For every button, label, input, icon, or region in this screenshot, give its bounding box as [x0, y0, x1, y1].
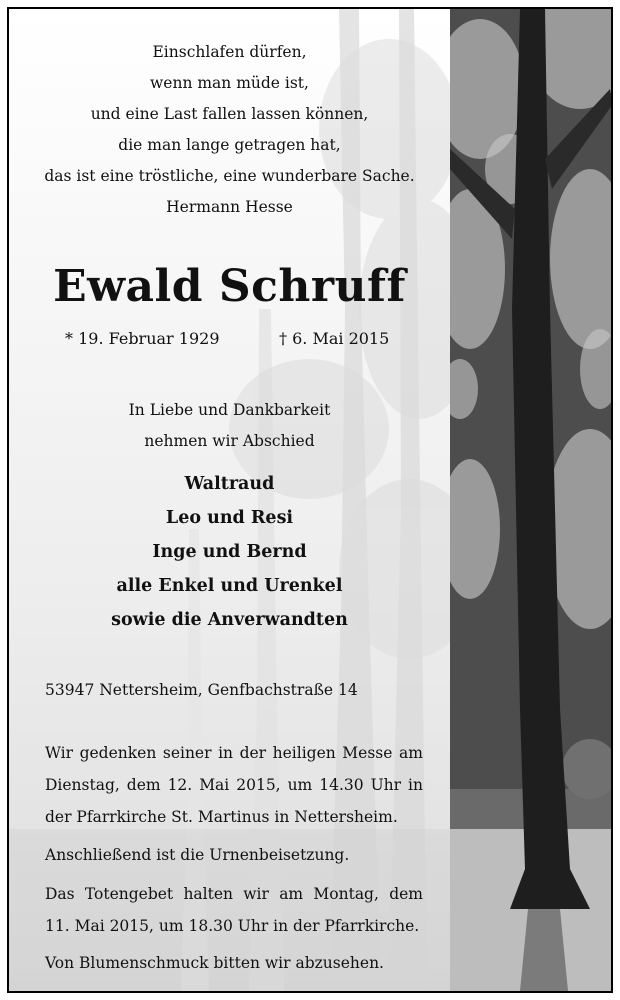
poem-line: das ist eine tröstliche, eine wunderbare Sache.	[44, 167, 415, 185]
deceased-name: Ewald Schruff	[53, 261, 406, 312]
life-dates	[65, 329, 405, 348]
prayer-line-2: 11. Mai 2015, um 18.30 Uhr in der Pfarrkirche.	[45, 917, 420, 935]
tree-photo	[450, 9, 613, 991]
farewell-line: In Liebe und Dankbarkeit	[128, 401, 331, 419]
mourner: sowie die Anverwandten	[111, 610, 348, 630]
poem-line: die man lange getragen hat,	[118, 136, 341, 154]
prayer-line-1: Das Totengebet halten wir am Montag, dem	[45, 885, 423, 903]
obituary-frame	[7, 7, 613, 993]
poem	[9, 37, 450, 223]
mourning-address: 53947 Nettersheim, Genfbachstraße 14	[45, 681, 358, 699]
prayer-notice	[45, 878, 423, 942]
poem-line: Einschlafen dürfen,	[152, 43, 307, 61]
urn-notice: Anschließend ist die Urnenbeisetzung.	[45, 846, 350, 864]
poem-line: wenn man müde ist,	[150, 74, 309, 92]
poem-line: und eine Last fallen lassen können,	[90, 105, 369, 123]
death-date: † 6. Mai 2015	[279, 329, 390, 348]
mourner: Inge und Bernd	[152, 542, 307, 562]
flowers-notice: Von Blumenschmuck bitten wir abzusehen.	[45, 954, 384, 972]
mass-line-2: Dienstag, dem 12. Mai 2015, um 14.30 Uhr in	[45, 776, 423, 794]
mourner: Leo und Resi	[165, 508, 294, 528]
mass-line-1: Wir gedenken seiner in der heiligen Messe am	[45, 744, 423, 762]
farewell-line: nehmen wir Abschied	[144, 432, 315, 450]
poem-author: Hermann Hesse	[166, 198, 293, 216]
obituary-text	[9, 9, 450, 991]
mourner: alle Enkel und Urenkel	[116, 576, 343, 596]
farewell-text	[9, 395, 450, 457]
mourners-list	[9, 467, 450, 637]
mass-line-3: der Pfarrkirche St. Martinus in Nettersheim.	[45, 808, 398, 826]
mourner: Waltraud	[184, 474, 275, 494]
mass-notice	[45, 737, 423, 833]
birth-date: * 19. Februar 1929	[65, 329, 220, 348]
